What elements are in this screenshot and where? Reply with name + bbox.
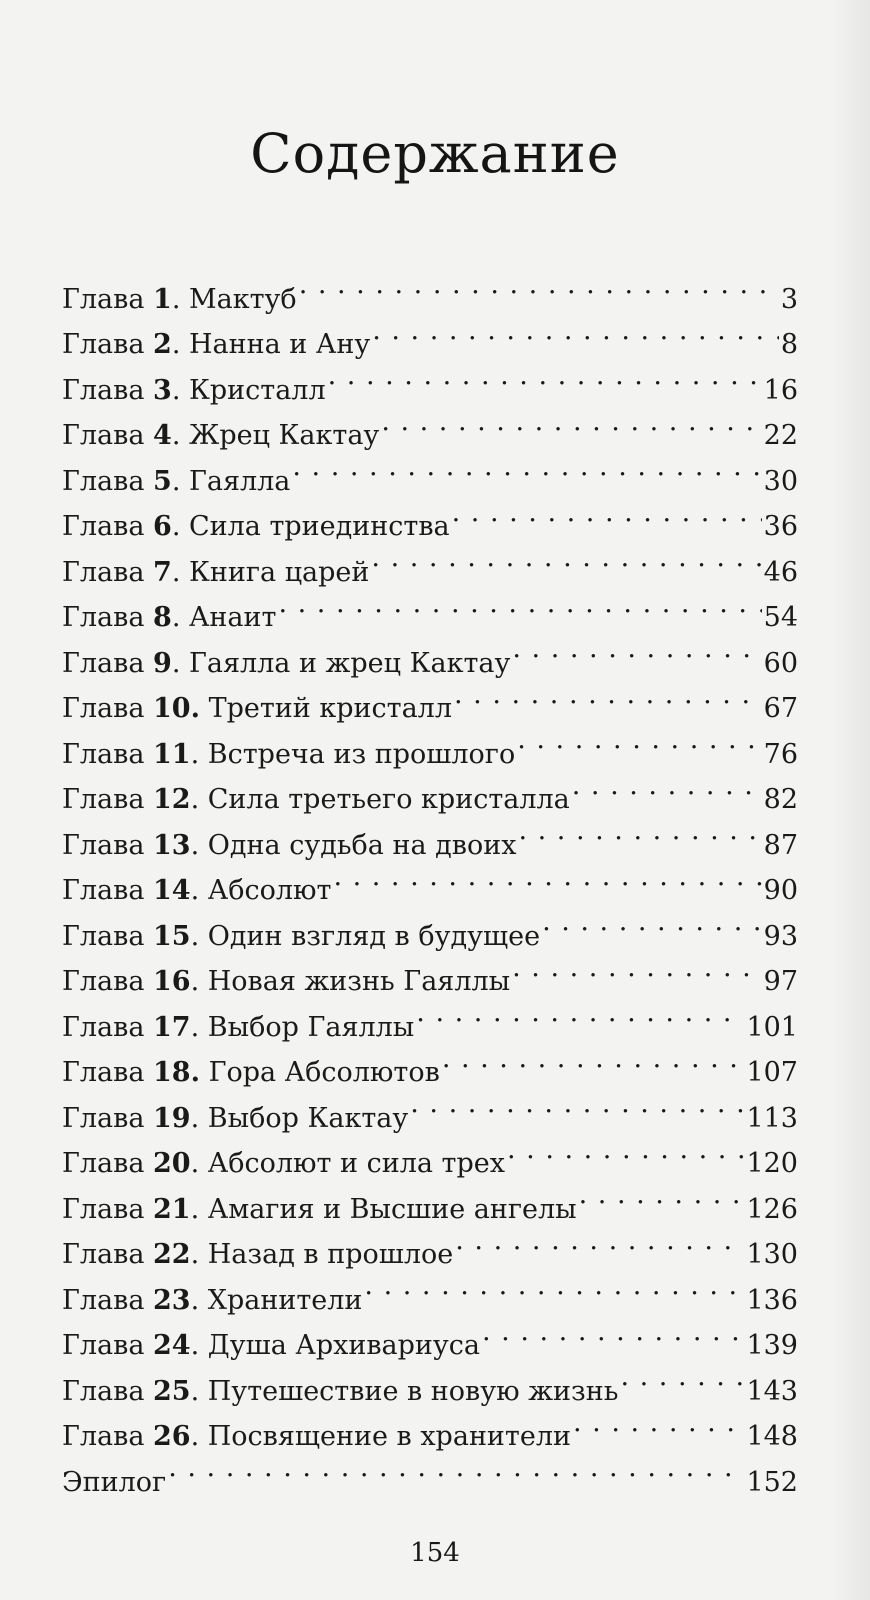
toc-entry-page: 22 [763,420,798,451]
toc-entry-page: 97 [763,966,798,997]
toc-entry-prefix: Глава [62,1057,154,1088]
toc-entry-title [62,1005,414,1051]
toc-entry-prefix: Глава [62,693,154,724]
toc-entry-chapter-number: 11 [153,738,191,770]
toc-entry-title [62,1050,440,1096]
toc-entry-chapter-number: 25 [153,1375,191,1407]
toc-entry-chapter-number: 9 [153,647,172,679]
dot-leader [518,808,761,854]
dot-leader [573,1400,744,1446]
dot-leader [620,1354,744,1400]
toc-entry-title [62,595,276,641]
dot-leader [364,1263,744,1309]
toc-entry-page: 101 [746,1011,798,1043]
toc-entry-page: 139 [746,1330,798,1361]
toc-entry-chapter-title: . Путешествие в новую жизнь [190,1375,619,1407]
toc-entry-chapter-title: . Нанна и Ану [171,329,371,360]
toc-entry-page: 54 [763,602,798,633]
toc-entry-chapter-title: . Жрец Кактау [171,420,380,451]
toc-entry-chapter-number: 13 [153,829,191,861]
toc-entry-prefix: Глава [62,420,154,451]
toc-entry-prefix: Глава [62,738,154,770]
toc-entry-chapter-title: . Душа Архивариуса [190,1330,481,1361]
dot-leader [512,626,761,672]
toc-entry-chapter-title: . Выбор Кактау [190,1102,409,1134]
toc-entry-page: 113 [746,1102,798,1134]
toc-entry-prefix: Глава [62,1239,154,1270]
toc-entry-title [62,1460,166,1506]
toc-entry-chapter-title: Гора Абсолютов [200,1057,440,1088]
toc-entry-prefix: Глава [62,966,154,997]
toc-entry-prefix: Эпилог [62,1466,167,1498]
dot-leader [416,990,744,1036]
toc-entry-chapter-number: 4 [153,420,172,451]
toc-entry-chapter-number: 24 [153,1330,191,1361]
toc-entry-title [62,732,515,778]
toc-entry-prefix: Глава [62,602,154,633]
dot-leader [507,1127,744,1173]
toc-entry-chapter-title: . Новая жизнь Гаяллы [190,966,511,997]
toc-entry-chapter-number: 8 [153,602,172,633]
toc-entry-chapter-title: . Амагия и Высшие ангелы [190,1193,577,1225]
toc-entry-prefix: Глава [62,511,154,542]
toc-entry-page: 143 [746,1375,798,1407]
toc-entry-page: 148 [746,1421,798,1452]
toc-entry-title [62,1369,618,1415]
toc-entry-chapter-number: 6 [153,511,172,542]
dot-leader [579,1172,745,1218]
toc-entry-prefix: Глава [62,1375,154,1407]
toc-entry-chapter-number: 23 [153,1284,191,1316]
toc-entry-prefix: Глава [62,329,154,360]
toc-entry-page: 67 [763,693,798,724]
toc-entry-prefix: Глава [62,784,154,815]
table-of-contents [62,262,798,1498]
toc-entry-title [62,1323,480,1369]
toc-entry-chapter-title: . Посвящение в хранители [190,1421,571,1452]
toc-entry-title [62,1096,408,1142]
toc-entry [62,1445,798,1498]
toc-entry-page: 126 [746,1193,798,1225]
toc-entry-chapter-number: 16 [153,966,191,997]
toc-entry-page: 30 [763,465,798,497]
toc-entry-chapter-number: 19 [153,1102,191,1134]
toc-entry-prefix: Глава [62,1011,154,1043]
toc-entry-chapter-number: 2 [153,329,172,360]
toc-entry-page: 130 [746,1239,798,1270]
dot-leader [455,1218,744,1264]
toc-entry-prefix: Глава [62,1421,154,1452]
toc-entry-prefix: Глава [62,1193,154,1225]
toc-entry-chapter-number: 3 [153,374,172,406]
toc-entry-title [62,641,510,687]
toc-entry-title [62,1278,362,1324]
page-number: 154 [410,1538,460,1568]
dot-leader [442,1036,745,1082]
toc-entry-chapter-number: 1 [153,283,172,315]
toc-entry-title [62,914,540,960]
toc-entry-title [62,777,570,823]
toc-entry-chapter-number: 17 [153,1011,191,1043]
toc-entry-chapter-number: 21 [153,1193,191,1225]
toc-entry-chapter-title: . Сила триединства [171,511,450,542]
toc-entry-chapter-title: . Кристалл [171,374,326,406]
toc-entry-page: 76 [763,738,798,770]
dot-leader [517,717,761,763]
dot-leader [292,444,761,490]
dot-leader [454,672,762,718]
toc-entry-chapter-title: Третий кристалл [200,693,452,724]
toc-entry-page: 16 [763,374,798,406]
toc-entry-chapter-title: . Одна судьба на двоих [190,829,517,861]
toc-entry-page: 87 [763,829,798,861]
dot-leader [371,535,761,581]
page-title: Содержание [250,122,620,185]
page-edge-shadow [830,0,870,1600]
toc-entry-chapter-title: . Сила третьего кристалла [190,784,570,815]
toc-entry-chapter-number: 7 [153,556,172,588]
dot-leader [333,854,761,900]
toc-entry-page: 107 [746,1057,798,1088]
toc-entry-title [62,1141,505,1187]
toc-entry-chapter-number: 12 [153,784,191,815]
toc-entry-prefix: Глава [62,374,154,406]
toc-entry-prefix: Глава [62,1102,154,1134]
toc-entry-chapter-title: . Анаит [171,602,277,633]
toc-entry-chapter-title: . Абсолют [190,875,332,906]
dot-leader [410,1081,744,1127]
toc-entry-chapter-number: 22 [153,1239,191,1270]
toc-entry-prefix: Глава [62,1284,154,1316]
toc-entry-prefix: Глава [62,829,154,861]
toc-entry-page: 93 [763,920,798,952]
toc-entry-chapter-number: 18. [153,1057,200,1088]
toc-entry-chapter-title: . Мактуб [171,283,297,315]
toc-entry-prefix: Глава [62,647,154,679]
dot-leader [299,262,779,308]
toc-entry-chapter-title: . Один взгляд в будущее [190,920,541,952]
toc-entry-prefix: Глава [62,556,154,588]
toc-entry-chapter-title: . Гаялла [171,465,291,497]
toc-entry-chapter-number: 20 [153,1148,191,1179]
toc-entry-prefix: Глава [62,465,154,497]
dot-leader [381,399,761,445]
dot-leader [572,763,762,809]
toc-entry-page: 60 [763,647,798,679]
toc-entry-title [62,868,331,914]
toc-entry-page: 46 [763,556,798,588]
toc-entry-chapter-number: 26 [153,1421,191,1452]
toc-entry-chapter-title: . Абсолют и сила трех [190,1148,505,1179]
toc-entry-chapter-title: . Встреча из прошлого [190,738,516,770]
toc-entry-title [62,277,297,323]
toc-entry-page: 36 [763,511,798,542]
toc-entry-page: 3 [780,283,798,315]
toc-entry-chapter-title: . Гаялла и жрец Кактау [171,647,511,679]
dot-leader [482,1309,744,1355]
toc-entry-chapter-number: 10. [153,693,200,724]
toc-entry-page: 8 [780,329,798,360]
toc-entry-page: 82 [763,784,798,815]
toc-entry-title [62,686,452,732]
toc-entry-chapter-number: 15 [153,920,191,952]
dot-leader [328,353,762,399]
toc-entry-prefix: Глава [62,283,154,315]
toc-entry-page: 120 [746,1148,798,1179]
dot-leader [512,945,762,991]
toc-entry-chapter-title: . Назад в прошлое [190,1239,454,1270]
dot-leader [372,308,779,354]
dot-leader [168,1445,744,1491]
dot-leader [278,581,761,627]
toc-entry-chapter-title: . Выбор Гаяллы [190,1011,415,1043]
toc-entry-chapter-number: 14 [153,875,191,906]
toc-entry-chapter-title: . Хранители [190,1284,363,1316]
toc-entry-page: 152 [746,1466,798,1498]
toc-entry-title [62,459,290,505]
dot-leader [542,899,762,945]
toc-entry-title [62,322,370,368]
toc-entry-page: 136 [746,1284,798,1316]
toc-entry-chapter-number: 5 [153,465,172,497]
toc-entry-prefix: Глава [62,920,154,952]
toc-entry-prefix: Глава [62,875,154,906]
toc-entry-page: 90 [763,875,798,906]
toc-entry-prefix: Глава [62,1148,154,1179]
toc-entry-prefix: Глава [62,1330,154,1361]
toc-entry [62,262,798,315]
dot-leader [452,490,762,536]
toc-entry-chapter-title: . Книга царей [171,556,370,588]
toc-entry-title [62,368,326,414]
